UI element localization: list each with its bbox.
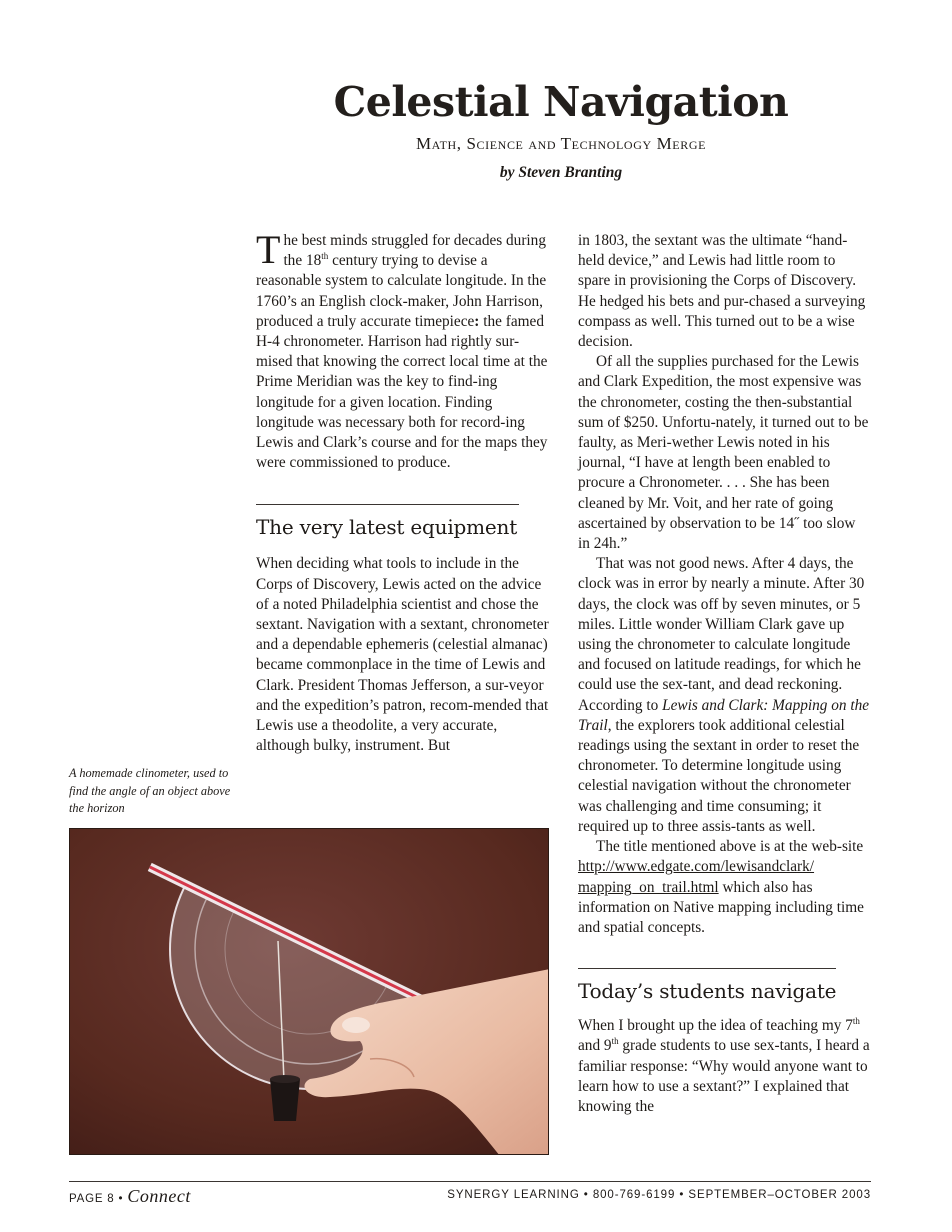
article-title: Celestial Navigation [333, 78, 789, 126]
paragraph-students [578, 1016, 871, 1117]
article-byline: by Steven Branting [499, 164, 623, 181]
paragraph-sextant: in 1803, the sextant was the ultimate “hand-held device,” and Lewis had little room to spare in provisioning the Corps of Discovery. He hedged his bets and pur-chased a surveying compass as well. This turned out to be a wise decision. [578, 232, 866, 351]
section-heading-students: Today’s students navigate [578, 979, 837, 1004]
paragraph-chronometer: Of all the supplies purchased for the Lewis and Clark Expedition, the most expensive was the chronometer, costing the then-substantial sum of $250. Unfortu-nately, it turned out to be faulty, as Meri-wether Lewis noted in his journal, “I have at length been enabled to procure a Chronometer. . . . She has been cleaned by Mr. Voit, and her rate of going ascertained by observation to be 14˝ too slow in 24h.” [578, 353, 869, 553]
website-text-a: The title mentioned above is at the web-site [596, 838, 864, 856]
paragraph-website [578, 837, 871, 938]
article-column-right [578, 231, 871, 1117]
footer-rule [69, 1181, 871, 1182]
article-subtitle: Math, Science and Technology Merge [415, 134, 707, 153]
students-text-c: grade students to use sex-tants, I heard a familiar response: “Why would anyone want to learn how to use a sextant?” I explained that knowing the [578, 1037, 870, 1115]
clinometer-photo [69, 828, 549, 1155]
bad-news-text-b: , the explorers took additional celestial readings using the sextant in order to reset the chronometer. To determine longitude using celestial navigation without the chronometer was challenging and time consuming; it required up to three assis-tants as well. [578, 716, 860, 835]
issue-date: SEPTEMBER–OCTOBER 2003 [688, 1189, 871, 1201]
article-column-left [256, 227, 549, 756]
superscript-th: th [852, 1016, 860, 1027]
superscript-th: th [321, 251, 329, 262]
footer-left [69, 1186, 191, 1207]
section-heading-equipment: The very latest equipment [256, 515, 518, 540]
magazine-name: Connect [127, 1186, 191, 1206]
website-link[interactable]: http://www.edgate.com/lewisandclark/ mapping_on_trail.html [578, 858, 815, 896]
students-text-a: When I brought up the idea of teaching my 7 [578, 1017, 853, 1035]
bad-news-text-a: That was not good news. After 4 days, the clock was in error by nearly a minute. After 30 days, the clock was off by seven minutes, or 5 miles. Little wonder William Clark gave up using the chronometer to calculate longitude and focused on latitude readings, for which he could use the sex-tant, and dead reckoning. According to [578, 555, 865, 714]
footer-bullet: • [118, 1193, 124, 1205]
website-text-b: which also has information on Native mapping including time and spatial concepts. [578, 878, 864, 936]
footer-bullet: • [679, 1189, 685, 1201]
publisher-phone: 800-769-6199 [592, 1189, 676, 1201]
page-number: PAGE 8 [69, 1193, 115, 1205]
equipment-paragraph: When deciding what tools to include in the Corps of Discovery, Lewis acted on the advice of a noted Philadelphia scientist and chose the sextant. Navigation with a sextant, chronometer and a dependable ephemeris (celestial almanac) became commonplace in the time of Lewis and Clark. President Thomas Jefferson, a sur-veyor and the expedition’s patron, recom-mended that Lewis use a theodolite, a very accurate, although bulky, instrument. But [256, 555, 549, 755]
footer-right [447, 1189, 871, 1201]
book-title: Lewis and Clark: Mapping on the Trail [578, 696, 870, 734]
intro-text-a: he best minds struggled for decades during the 18 [283, 232, 546, 270]
clinometer-illustration [70, 829, 549, 1155]
publisher-name: SYNERGY LEARNING [447, 1189, 580, 1201]
superscript-th: th [611, 1036, 619, 1047]
students-text-b: and 9 [578, 1037, 612, 1055]
paragraph-bad-news [578, 554, 871, 837]
figure-caption: A homemade clinometer, used to find the angle of an object above the horizon [69, 766, 231, 815]
footer-bullet: • [583, 1189, 589, 1201]
drop-cap: T [256, 227, 281, 272]
intro-paragraph [256, 227, 549, 473]
intro-text-c: the famed H-4 chronometer. Harrison had rightly sur-mised that knowing the correct local time at the Prime Meridian was the key to find-ing longitude for a given location. Finding longitude was necessary both for record-ing Lewis and Clark’s course and for the maps they were commissioned to produce. [256, 312, 548, 472]
intro-colon: : [474, 312, 480, 330]
intro-text-b: century trying to devise a reasonable system to calculate longitude. In the 1760’s an English clock-maker, John Harrison, produced a truly accurate timepiece [256, 252, 547, 330]
